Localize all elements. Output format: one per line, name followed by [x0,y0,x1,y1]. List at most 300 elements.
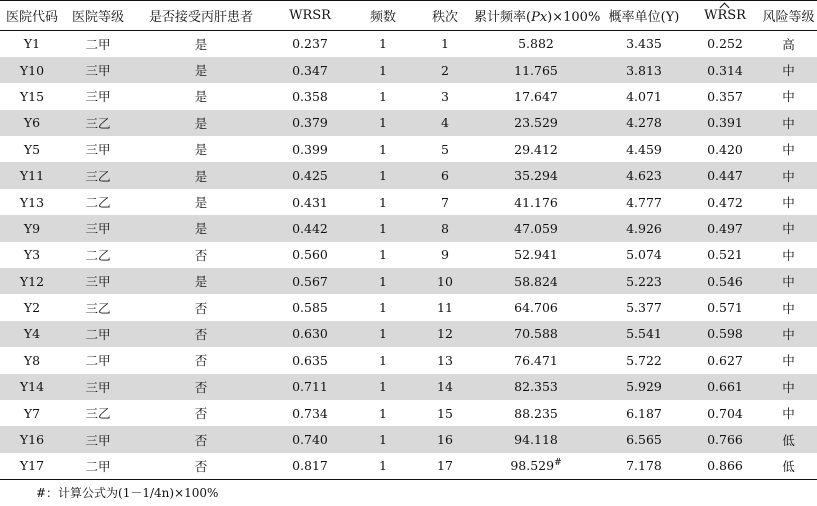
cell-wrsr-estimate-value: 0.866 [707,458,743,474]
cell-frequency-value: 1 [379,300,387,316]
cell-probit-value: 5.074 [626,247,662,263]
cell-probit [598,31,690,57]
table-row [0,347,817,373]
cell-cumulative-frequency [474,57,598,83]
cell-wrsr-estimate-value: 0.521 [707,247,743,263]
cell-frequency-value: 1 [379,168,387,184]
cell-accepts-hcv-value: 否 [194,300,208,316]
cell-wrsr-value: 0.425 [292,168,328,184]
cell-hospital-level-value: 二甲 [85,326,111,342]
cell-accepts-hcv-value: 是 [194,36,208,52]
table-row [0,189,817,215]
cell-probit-value: 4.623 [626,168,662,184]
cell-cumulative-frequency [474,268,598,294]
cell-frequency-value: 1 [379,273,387,289]
cell-frequency [350,426,416,452]
cell-probit [598,110,690,136]
cell-accepts-hcv [132,83,270,109]
cell-rank-value: 1 [441,36,449,52]
table-row [0,294,817,320]
cell-risk-level-value: 中 [782,115,795,131]
cell-hospital-code-value: Y5 [23,141,41,157]
cell-rank [416,189,474,215]
cell-hospital-level [64,242,132,268]
table-row [0,110,817,136]
cell-hospital-code [0,453,64,479]
cell-frequency [350,242,416,268]
cell-rank [416,57,474,83]
cell-wrsr-value: 0.442 [292,220,328,236]
cell-probit [598,400,690,426]
cell-frequency-value: 1 [379,194,387,210]
cell-wrsr-value: 0.740 [292,432,328,448]
table-body [0,31,817,480]
cell-wrsr-estimate-value: 0.661 [707,379,743,395]
cell-frequency [350,31,416,57]
cell-frequency [350,136,416,162]
cell-probit-value: 4.071 [626,88,662,104]
cell-accepts-hcv [132,453,270,479]
cell-risk-level-value: 中 [782,326,795,342]
cell-wrsr [270,189,350,215]
cell-rank [416,374,474,400]
cell-probit-value: 5.929 [626,379,662,395]
table-row [0,136,817,162]
cell-frequency [350,374,416,400]
cell-rank-value: 11 [437,300,453,316]
cell-hospital-level-value: 三乙 [85,115,111,131]
cell-wrsr-estimate-value: 0.357 [707,88,743,104]
cell-risk-level-value: 中 [782,142,795,158]
cell-cumulative-frequency-value: 17.647 [514,88,558,104]
cell-wrsr-value: 0.399 [292,141,328,157]
header-row [0,1,817,31]
cell-accepts-hcv-value: 是 [194,168,208,184]
cell-cumulative-frequency [474,31,598,57]
table-row [0,57,817,83]
cell-cumulative-frequency-value: 64.706 [514,300,558,316]
cell-frequency-value: 1 [379,141,387,157]
cell-hospital-level [64,294,132,320]
cell-hospital-code [0,83,64,109]
cell-frequency-value: 1 [379,247,387,263]
cell-probit-value: 6.565 [626,432,662,448]
cell-frequency-value: 1 [379,326,387,342]
cell-risk-level-value: 中 [782,247,795,263]
cell-wrsr [270,294,350,320]
cell-wrsr [270,242,350,268]
header-hospital-code: 医院代码 [5,10,58,25]
cell-hospital-level-value: 三乙 [85,406,111,422]
table-row [0,321,817,347]
cell-wrsr-estimate [690,453,760,479]
cell-hospital-code-value: Y10 [19,62,45,78]
cell-rank-value: 13 [437,352,453,368]
cell-wrsr [270,83,350,109]
cell-cumulative-frequency-value: 58.824 [514,273,558,289]
cell-rank [416,268,474,294]
cell-accepts-hcv [132,110,270,136]
cell-hospital-level-value: 三甲 [85,274,111,290]
cell-accepts-hcv [132,215,270,241]
cell-frequency [350,162,416,188]
cell-rank [416,400,474,426]
cell-risk-level [760,215,817,241]
cell-accepts-hcv-value: 是 [194,195,208,211]
cell-hospital-level [64,31,132,57]
cell-frequency [350,294,416,320]
cell-wrsr-estimate-value: 0.314 [707,62,743,78]
cell-rank [416,347,474,373]
cell-wrsr-estimate-value: 0.598 [707,326,743,342]
cell-wrsr-value: 0.560 [292,247,328,263]
cell-cumulative-frequency-value: 76.471 [514,352,558,368]
table-header [0,1,817,31]
cell-probit [598,374,690,400]
cell-wrsr-estimate-value: 0.472 [707,194,743,210]
cell-hospital-level-value: 三乙 [85,168,111,184]
cell-hospital-level [64,110,132,136]
cell-rank [416,453,474,479]
cell-rank-value: 17 [437,458,453,474]
cell-rank [416,31,474,57]
cell-wrsr-estimate-value: 0.420 [707,141,743,157]
cell-cumulative-frequency [474,453,598,479]
table-row [0,162,817,188]
cell-wrsr [270,347,350,373]
cell-probit [598,162,690,188]
cell-hospital-level [64,400,132,426]
cell-frequency-value: 1 [379,352,387,368]
cell-hospital-code [0,347,64,373]
cell-hospital-level [64,57,132,83]
cell-accepts-hcv-value: 否 [194,432,208,448]
cell-accepts-hcv-value: 是 [194,115,208,131]
cell-hospital-level [64,83,132,109]
cell-probit-value: 4.777 [626,194,662,210]
table-row [0,31,817,57]
cell-risk-level [760,400,817,426]
header-probit: 概率单位(Y) [608,10,680,25]
cell-frequency-value: 1 [379,62,387,78]
cell-wrsr-estimate [690,110,760,136]
cell-accepts-hcv [132,374,270,400]
cell-risk-level-value: 中 [782,63,795,79]
cell-risk-level-value: 中 [782,379,795,395]
cell-frequency-value: 1 [379,432,387,448]
cell-wrsr [270,136,350,162]
cell-wrsr-estimate-value: 0.252 [707,36,743,52]
cell-probit-value: 5.541 [626,326,662,342]
cell-risk-level [760,374,817,400]
cell-probit [598,268,690,294]
cell-wrsr-estimate-value: 0.391 [707,115,743,131]
cell-cumulative-frequency [474,83,598,109]
cell-hospital-code-value: Y11 [19,168,45,184]
cell-hospital-code [0,215,64,241]
cell-cumulative-frequency-value: 41.176 [514,194,558,210]
cell-risk-level [760,321,817,347]
cell-hospital-code [0,162,64,188]
cell-frequency-value: 1 [379,88,387,104]
cell-hospital-code-value: Y8 [23,352,41,368]
cell-cumulative-frequency-value: 88.235 [514,405,558,421]
cell-probit [598,453,690,479]
cell-risk-level-value: 中 [782,195,795,211]
cell-wrsr-estimate [690,426,760,452]
cell-accepts-hcv [132,294,270,320]
cell-hospital-code-value: Y6 [23,115,41,131]
cell-frequency-value: 1 [379,220,387,236]
cell-rank [416,83,474,109]
cell-accepts-hcv-value: 否 [194,326,208,342]
cell-rank-value: 6 [441,168,449,184]
cell-wrsr [270,31,350,57]
cell-rank-value: 4 [441,115,449,131]
cell-cumulative-frequency-value: 82.353 [514,379,558,395]
cell-wrsr-estimate-value: 0.571 [707,300,743,316]
cell-frequency [350,83,416,109]
cell-cumulative-frequency [474,110,598,136]
cell-hospital-level [64,453,132,479]
cell-hospital-code-value: Y17 [19,458,45,474]
cell-wrsr-estimate [690,321,760,347]
cell-wrsr-value: 0.734 [292,405,328,421]
cell-accepts-hcv-value: 是 [194,63,208,79]
cell-rank-value: 8 [441,220,449,236]
cell-wrsr-value: 0.567 [292,273,328,289]
cell-wrsr-value: 0.358 [292,88,328,104]
cell-frequency-value: 1 [379,405,387,421]
cell-hospital-level-value: 三乙 [85,300,111,316]
cell-hospital-level [64,426,132,452]
cell-rank-value: 3 [441,88,449,104]
header-cumulative-frequency [474,1,601,31]
cell-rank [416,426,474,452]
cell-probit [598,83,690,109]
cell-hospital-level-value: 二甲 [85,458,111,474]
cell-accepts-hcv [132,426,270,452]
header-cumfreq-prefix: 累计频率( [474,10,532,25]
cell-hospital-level-value: 二乙 [85,195,111,211]
cell-risk-level [760,57,817,83]
cell-wrsr-estimate-value: 0.546 [707,273,743,289]
cell-risk-level [760,453,817,479]
cell-hospital-level [64,189,132,215]
cell-probit-value: 4.459 [626,141,662,157]
cell-wrsr [270,453,350,479]
cell-cumulative-frequency-value: 98.529 [510,458,555,474]
cell-hospital-code-value: Y13 [19,194,45,210]
cell-probit-value: 5.223 [626,273,662,289]
cell-hospital-code [0,136,64,162]
cell-hospital-code-value: Y4 [23,326,41,342]
cell-rank-value: 10 [437,273,453,289]
cell-hospital-code [0,400,64,426]
table-row [0,83,817,109]
table-row [0,400,817,426]
cell-frequency [350,453,416,479]
cell-accepts-hcv-value: 否 [194,406,208,422]
cell-hospital-level [64,268,132,294]
cell-hospital-code-value: Y2 [23,300,41,316]
cell-cumulative-frequency-value: 47.059 [514,220,558,236]
cell-rank-value: 5 [441,141,449,157]
cell-cumulative-frequency [474,400,598,426]
cell-probit [598,242,690,268]
cell-hospital-code [0,426,64,452]
cell-wrsr-value: 0.585 [292,300,328,316]
cell-risk-level [760,242,817,268]
cell-risk-level-value: 中 [782,89,795,105]
cell-rank-value: 14 [437,379,453,395]
cell-probit [598,294,690,320]
cell-probit [598,426,690,452]
cell-probit-value: 5.377 [626,300,662,316]
cell-probit-value: 3.435 [626,36,662,52]
cell-hospital-level-value: 三甲 [85,142,111,158]
cell-rank [416,294,474,320]
cell-hospital-code-value: Y9 [23,220,41,236]
cell-accepts-hcv [132,162,270,188]
cell-frequency [350,321,416,347]
cumfreq-footnote-mark: # [554,458,562,469]
cell-wrsr-value: 0.630 [292,326,328,342]
cell-accepts-hcv-value: 是 [194,89,208,105]
cell-cumulative-frequency-value: 52.941 [514,247,558,263]
cell-rank [416,321,474,347]
cell-hospital-code-value: Y1 [23,36,41,52]
cell-cumulative-frequency-value: 11.765 [514,62,558,78]
cell-hospital-code-value: Y14 [19,379,45,395]
cell-accepts-hcv-value: 否 [194,458,208,474]
cell-risk-level [760,294,817,320]
cell-probit [598,57,690,83]
cell-wrsr-estimate [690,400,760,426]
cell-rank [416,215,474,241]
table-row [0,215,817,241]
cell-accepts-hcv-value: 否 [194,353,208,369]
cell-wrsr [270,400,350,426]
cell-risk-level-value: 中 [782,221,795,237]
cell-wrsr-estimate-value: 0.447 [707,168,743,184]
cell-cumulative-frequency [474,321,598,347]
cell-frequency-value: 1 [379,36,387,52]
cell-risk-level [760,31,817,57]
cell-hospital-level [64,136,132,162]
cell-accepts-hcv [132,347,270,373]
cell-wrsr-value: 0.817 [292,458,328,474]
cell-cumulative-frequency [474,162,598,188]
cell-risk-level [760,83,817,109]
cell-probit-value: 4.278 [626,115,662,131]
cell-frequency [350,110,416,136]
cell-probit-value: 5.722 [626,352,662,368]
cell-hospital-code-value: Y7 [23,405,41,421]
cell-cumulative-frequency-value: 70.588 [514,326,558,342]
cell-risk-level-value: 中 [782,168,795,184]
cell-frequency [350,57,416,83]
cell-cumulative-frequency [474,294,598,320]
cell-wrsr-value: 0.347 [292,62,328,78]
cell-wrsr-estimate [690,136,760,162]
cell-accepts-hcv-value: 是 [194,221,208,237]
cell-wrsr-estimate [690,189,760,215]
cell-accepts-hcv-value: 否 [194,379,208,395]
cell-hospital-code [0,294,64,320]
cell-cumulative-frequency [474,374,598,400]
cell-hospital-code-value: Y12 [19,273,45,289]
cell-risk-level [760,110,817,136]
cell-wrsr-estimate-value: 0.766 [707,432,743,448]
cell-probit [598,136,690,162]
cell-frequency-value: 1 [379,115,387,131]
cell-wrsr [270,426,350,452]
cell-accepts-hcv [132,268,270,294]
cell-wrsr [270,215,350,241]
cell-wrsr-estimate [690,215,760,241]
header-risk-level: 风险等级 [762,10,815,25]
cell-rank-value: 12 [437,326,453,342]
cell-risk-level-value: 高 [782,36,795,52]
cell-wrsr-estimate [690,31,760,57]
cell-cumulative-frequency [474,347,598,373]
cell-risk-level [760,189,817,215]
cell-wrsr [270,374,350,400]
cell-wrsr-estimate [690,294,760,320]
cell-wrsr-value: 0.431 [292,194,328,210]
cell-accepts-hcv [132,31,270,57]
header-accepts-hcv: 是否接受丙肝患者 [148,10,253,25]
cell-frequency [350,268,416,294]
cell-rank-value: 9 [441,247,449,263]
cell-wrsr-estimate [690,162,760,188]
cell-hospital-level-value: 三甲 [85,89,111,105]
cell-wrsr-value: 0.237 [292,36,328,52]
cell-rank [416,162,474,188]
cell-frequency-value: 1 [379,458,387,474]
cell-frequency [350,347,416,373]
cell-wrsr-estimate [690,268,760,294]
header-rank: 秩次 [431,10,458,25]
cell-hospital-level [64,321,132,347]
cell-hospital-level-value: 二甲 [85,36,111,52]
cell-cumulative-frequency-value: 23.529 [514,115,558,131]
table-row [0,453,817,479]
cell-frequency [350,189,416,215]
cell-hospital-level-value: 三甲 [85,63,111,79]
cell-probit-value: 6.187 [626,405,662,421]
cell-wrsr [270,321,350,347]
cell-wrsr-estimate [690,347,760,373]
cell-accepts-hcv-value: 是 [194,142,208,158]
cell-hospital-level-value: 三甲 [85,221,111,237]
cell-risk-level-value: 低 [782,432,795,448]
cell-accepts-hcv [132,321,270,347]
header-hospital-level: 医院等级 [71,10,124,25]
cell-rank [416,136,474,162]
cell-risk-level-value: 低 [782,458,795,474]
cell-hospital-code [0,321,64,347]
cell-cumulative-frequency [474,426,598,452]
cell-frequency [350,400,416,426]
cell-hospital-level-value: 二甲 [85,353,111,369]
cell-probit-value: 3.813 [626,62,662,78]
header-cumfreq-px: Px [531,10,548,25]
cell-hospital-level [64,215,132,241]
cell-probit [598,189,690,215]
cell-wrsr-value: 0.379 [292,115,328,131]
